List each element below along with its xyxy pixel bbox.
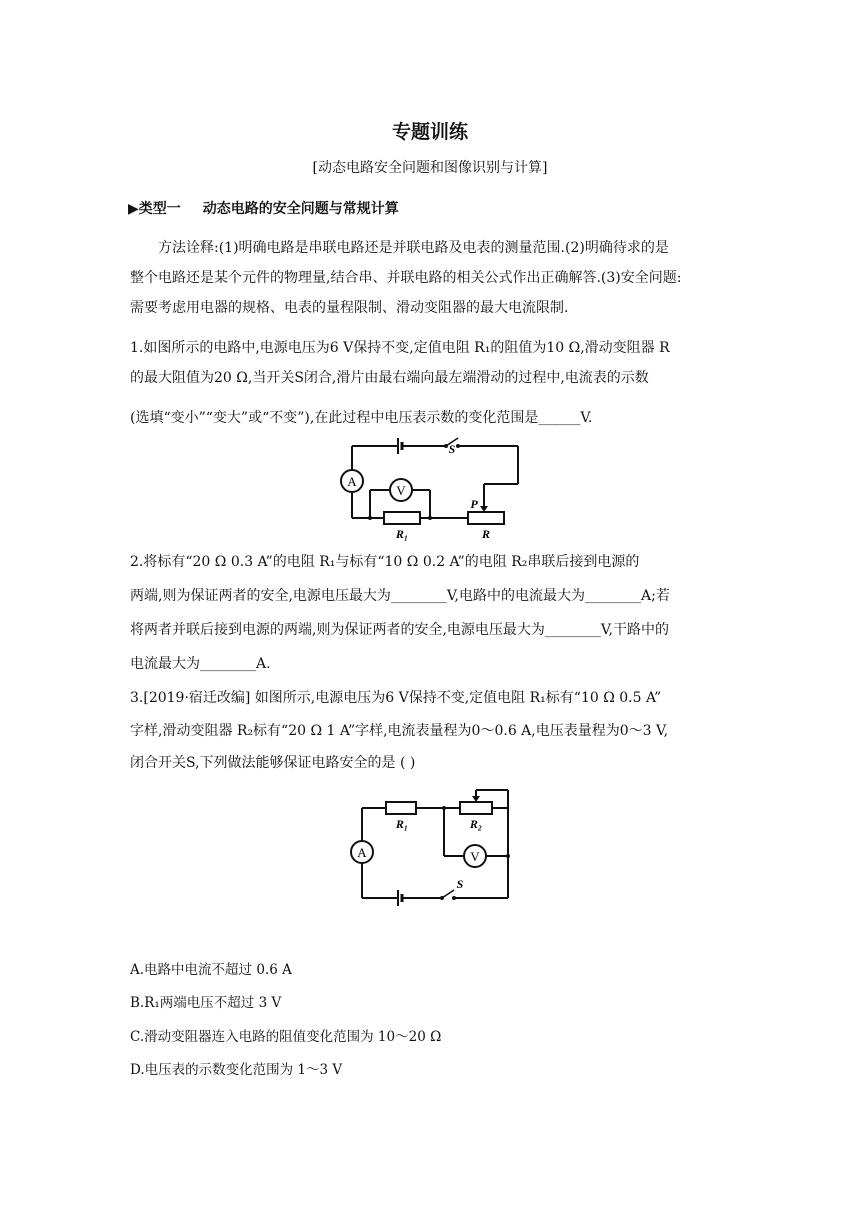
switch-label: S (448, 442, 456, 456)
section-heading (128, 198, 399, 218)
method-line-3: 需要考虑用电器的规格、电表的量程限制、滑动变阻器的最大电流限制. (130, 300, 569, 316)
page-subtitle: [动态电路安全问题和图像识别与计算] (312, 160, 548, 176)
r1-label: R₁ (395, 817, 409, 831)
q3-circuit-diagram (346, 786, 518, 910)
q2-line-3: 将两者并联后接到电源的两端,则为保证两者的安全,电源电压最大为________V,干路中的 (130, 622, 670, 638)
q2-line-1: 2.将标有“20 Ω 0.3 A”的电阻 R₁与标有“10 Ω 0.2 A”的电阻 R₂串联后接到电源的 (130, 554, 640, 570)
slider-label: P (470, 497, 478, 511)
q3-option-c: C.滑动变阻器连入电路的阻值变化范围为 10～20 Ω (130, 1029, 442, 1045)
q3-option-a: A.电路中电流不超过 0.6 A (130, 962, 292, 978)
q1-line-1: 1.如图所示的电路中,电源电压为6 V保持不变,定值电阻 R₁的阻值为10 Ω,滑动变阻器 R (130, 340, 670, 356)
q2-line-4: 电流最大为________A. (130, 656, 271, 672)
q1-line-2: 的最大阻值为20 Ω,当开关S闭合,滑片由最右端向最左端滑动的过程中,电流表的示数 (130, 370, 649, 386)
rheostat-label: R (481, 527, 491, 541)
method-line-1: 方法诠释:(1)明确电路是串联电路还是并联电路及电表的测量范围.(2)明确待求的是 (158, 240, 669, 256)
ammeter-label: A (347, 474, 357, 489)
r2-label: R₂ (469, 817, 483, 831)
rheostat-r2 (460, 802, 492, 814)
q3-line-3: 闭合开关S,下列做法能够保证电路安全的是 ( ) (130, 755, 416, 771)
rheostat-r (468, 512, 504, 524)
resistor-r1 (386, 802, 416, 814)
method-line-2: 整个电路还是某个元件的物理量,结合串、并联电路的相关公式作出正确解答.(3)安全问题: (130, 270, 682, 286)
r1-label: R₁ (395, 527, 409, 541)
q3-option-b: B.R₁两端电压不超过 3 V (130, 995, 282, 1011)
q1-circuit-diagram (336, 436, 526, 542)
section-marker: ▶类型一 (128, 201, 181, 217)
q2-line-2: 两端,则为保证两者的安全,电源电压最大为________V,电路中的电流最大为________A;若 (130, 588, 670, 604)
resistor-r1 (384, 512, 420, 524)
voltmeter-label: V (396, 483, 406, 498)
q1-line-3: (选填“变小”“变大”或“不变”),在此过程中电压表示数的变化范围是______V. (130, 410, 593, 426)
q3-line-1: 3.[2019·宿迁改编] 如图所示,电源电压为6 V保持不变,定值电阻 R₁标有“10 Ω 0.5 A” (130, 690, 662, 706)
q3-line-2: 字样,滑动变阻器 R₂标有“20 Ω 1 A”字样,电流表量程为0～0.6 A,电压表量程为0～3 V, (130, 723, 669, 739)
section-title: 动态电路的安全问题与常规计算 (202, 201, 399, 217)
q3-option-d: D.电压表的示数变化范围为 1～3 V (130, 1062, 343, 1078)
voltmeter-label: V (470, 849, 480, 864)
ammeter-label: A (357, 845, 367, 860)
page-title: 专题训练 (391, 121, 468, 143)
switch-label: S (456, 877, 464, 891)
